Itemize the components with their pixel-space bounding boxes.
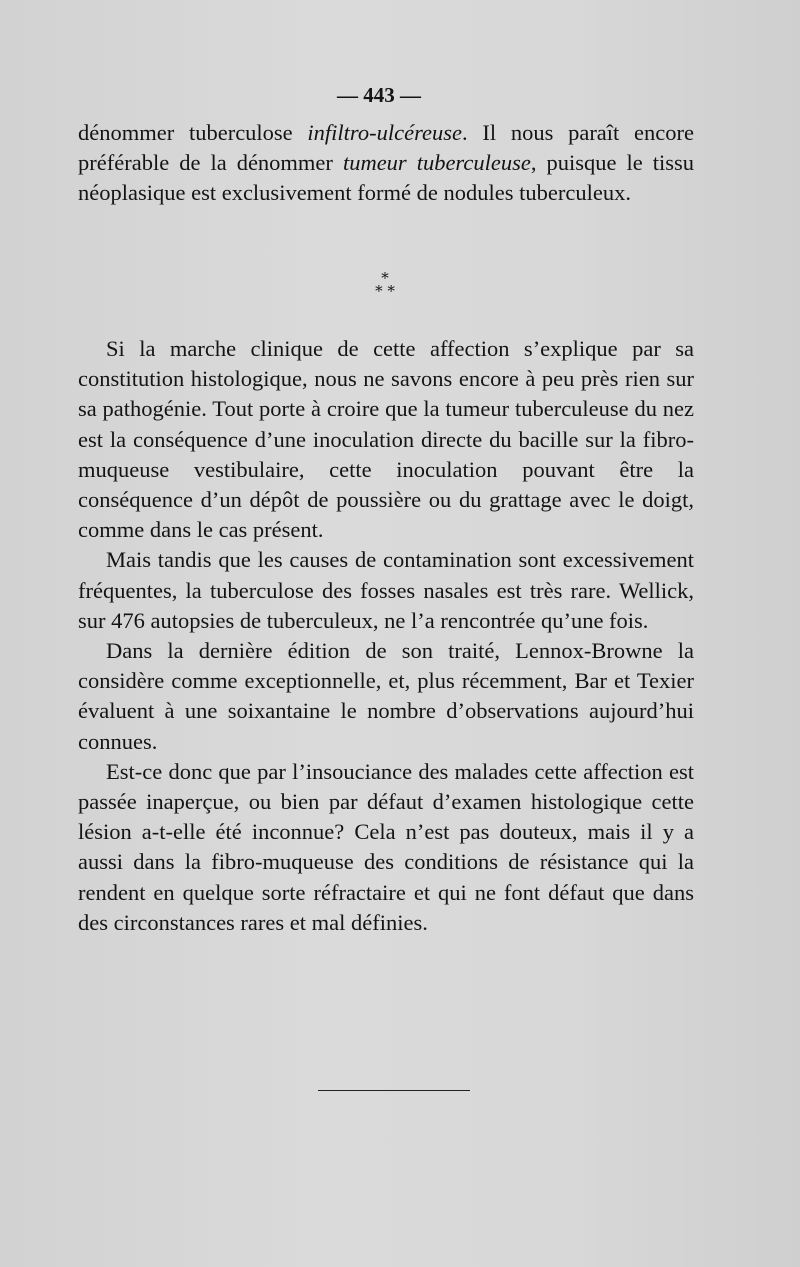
asterism-top: * bbox=[381, 269, 389, 287]
body-paragraph-4: Est-ce donc que par l’insouciance des malades cette affection est passée inaperçue, ou bien par défaut d’examen histologique cette lésion a-t-elle été inconnue? Cela n’est pas douteux, mais il y a aussi dans la fibro-muqueuse des conditions de résistance qui la rendent en quelque sorte réfractaire et qui ne font défaut que dans des circonstances rares et mal définies. bbox=[78, 758, 694, 935]
closing-rule bbox=[318, 1090, 470, 1091]
page-number: — 443 — bbox=[337, 83, 421, 107]
body-text-block bbox=[78, 334, 694, 938]
opening-text-1: dénommer tuberculose bbox=[78, 120, 308, 145]
opening-paragraph-block bbox=[78, 118, 694, 209]
opening-italic-term-2: tumeur tuberculeuse bbox=[342, 150, 531, 176]
body-paragraph-2: Mais tandis que les causes de contamination sont excessivement fréquentes, la tuberculose des fosses nasales est très rare. Wellick, sur 476 autopsies de tuberculeux, ne l’a rencontrée qu’une fois. bbox=[78, 547, 694, 633]
opening-text-3: , puisque le tissu néoplasique est exclusivement formé de nodules tuberculeux. bbox=[78, 150, 694, 206]
opening-paragraph bbox=[78, 118, 694, 209]
opening-italic-term-1: infiltro-ulcéreuse bbox=[307, 120, 462, 145]
body-paragraph-3: Dans la dernière édition de son traité, Lennox-Browne la considère comme exceptionnelle, et, plus récemment, Bar et Texier évaluent à une soixantaine le nombre d’observations aujourd’hui connues. bbox=[78, 638, 694, 754]
opening-text-2: . Il nous paraît encore préférable de la dénommer bbox=[78, 120, 694, 176]
asterism-bottom: * * bbox=[375, 282, 395, 300]
body-paragraph-1: Si la marche clinique de cette affection s’explique par sa constitution histologique, nous ne savons encore à peu près rien sur sa pathogénie. Tout porte à croire que la tumeur tuberculeuse du nez est la conséquence d’une inoculation directe du bacille sur la fibro-muqueuse vestibulaire, cette inoculation pouvant être la conséquence d’un dépôt de poussière ou du grattage avec le doigt, comme dans le cas présent. bbox=[78, 336, 694, 543]
section-asterism bbox=[0, 269, 770, 300]
